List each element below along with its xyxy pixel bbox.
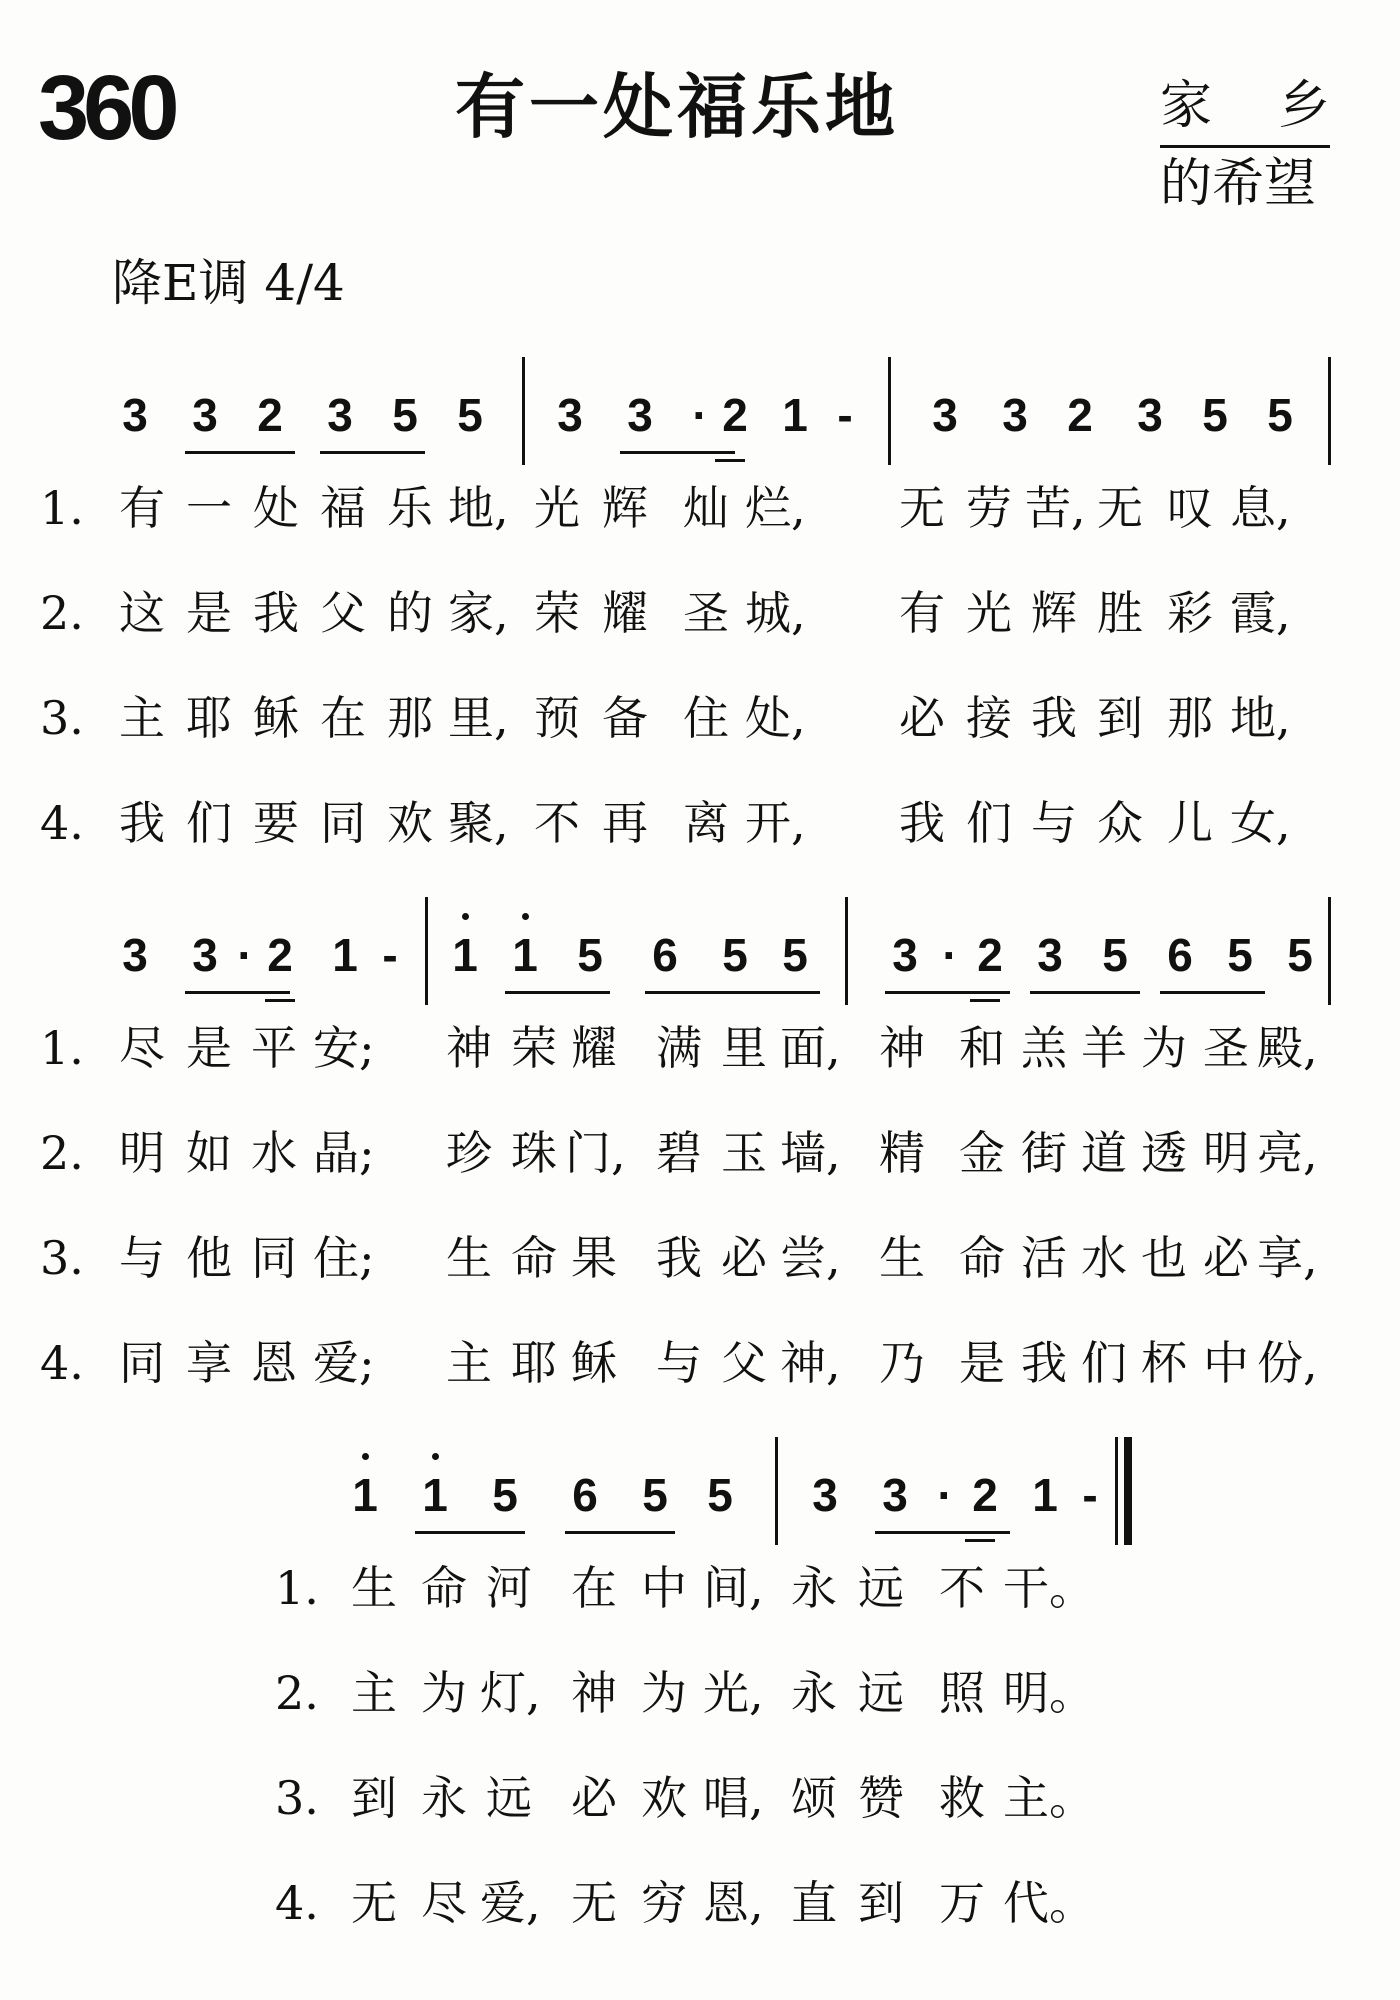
lyric-syllable: 主 (119, 691, 165, 745)
beam-underline (185, 451, 295, 454)
final-barline-thick (1124, 1437, 1132, 1545)
notation-row (0, 925, 1400, 995)
dot-note: · (942, 929, 958, 981)
note: 1 (782, 389, 808, 441)
lyric-syllable: 聚, (448, 796, 509, 850)
lyric-syllable: 女, (1230, 796, 1291, 850)
lyric-syllable: 为 (641, 1666, 687, 1720)
beam-underline (875, 1531, 1010, 1534)
lyric-syllable: 神 (446, 1021, 492, 1075)
barline (1328, 897, 1331, 1005)
lyric-syllable: 光 (966, 586, 1012, 640)
note: 3 (812, 1469, 838, 1521)
lyric-syllable: 远 (858, 1666, 904, 1720)
lyric-syllable: 无 (899, 481, 945, 535)
lyric-syllable: 地, (1230, 691, 1291, 745)
lyric-syllable: 是 (186, 586, 232, 640)
note: 1 (410, 1465, 460, 1525)
lyric-syllable: 荣 (511, 1021, 557, 1075)
verse-number: 3. (275, 1771, 319, 1825)
hymn-title: 有一处福乐地 (455, 66, 899, 148)
lyric-syllable: 同 (320, 796, 366, 850)
note: 5 (642, 1469, 668, 1521)
lyric-syllable: 与 (119, 1231, 165, 1285)
beam-underline (885, 991, 1010, 994)
lyric-syllable: 我 (656, 1231, 702, 1285)
lyric-syllable: 住; (313, 1231, 375, 1285)
lyric-syllable: 圣 (1203, 1021, 1249, 1075)
lyric-syllable: 到 (351, 1771, 397, 1825)
lyric-syllable: 里 (721, 1021, 767, 1075)
lyric-syllable: 无 (351, 1876, 397, 1930)
lyric-syllable: 颂 (791, 1771, 837, 1825)
lyric-syllable: 恩 (251, 1336, 297, 1390)
note: 5 (1202, 389, 1228, 441)
category-divider (1160, 145, 1330, 148)
lyric-syllable: 为 (421, 1666, 467, 1720)
barline (888, 357, 891, 465)
lyric-syllable: 苦, (1025, 481, 1086, 535)
lyric-syllable: 的 (387, 586, 433, 640)
note: 3 (892, 929, 918, 981)
lyric-syllable: 到 (1097, 691, 1143, 745)
category-char-1: 家 (1160, 76, 1213, 136)
lyric-syllable: 墙, (780, 1126, 841, 1180)
lyric-syllable: 耀 (602, 586, 648, 640)
note: 3 (192, 389, 218, 441)
lyric-syllable: 劳 (966, 481, 1012, 535)
lyric-syllable: 主 (446, 1336, 492, 1390)
lyric-syllable: 神, (780, 1336, 841, 1390)
lyric-syllable: 照 (939, 1666, 985, 1720)
verse-number: 4. (40, 796, 84, 850)
note: 5 (1267, 389, 1293, 441)
lyric-syllable: 有 (899, 586, 945, 640)
lyric-syllable: 尽 (421, 1876, 467, 1930)
beam-underline (185, 991, 290, 994)
lyric-syllable: 命 (511, 1231, 557, 1285)
note: 2 (257, 389, 283, 441)
octave-dot (522, 913, 529, 920)
lyric-syllable: 如 (186, 1126, 232, 1180)
double-beam-underline (970, 999, 1000, 1002)
note: 2 (972, 1469, 998, 1521)
lyric-syllable: 主 (351, 1666, 397, 1720)
lyric-syllable: 同 (251, 1231, 297, 1285)
lyric-syllable: 一 (186, 481, 232, 535)
lyric-syllable: 无 (1097, 481, 1143, 535)
verse-number: 2. (40, 586, 84, 640)
note: 5 (392, 389, 418, 441)
note: 1 (440, 925, 490, 985)
lyric-syllable: 稣 (571, 1336, 617, 1390)
lyric-syllable: 珍 (446, 1126, 492, 1180)
lyric-syllable: 杯 (1141, 1336, 1187, 1390)
note: 3 (192, 929, 218, 981)
beam-underline (1160, 991, 1265, 994)
dash-hold: - (1082, 1469, 1098, 1521)
category-subheading: 的希望 (1160, 154, 1317, 214)
note: 5 (457, 389, 483, 441)
lyric-syllable: 透 (1141, 1126, 1187, 1180)
lyric-syllable: 不 (939, 1561, 985, 1615)
lyric-syllable: 这 (119, 586, 165, 640)
dot-note: · (937, 1469, 953, 1521)
lyric-syllable: 必 (721, 1231, 767, 1285)
barline (845, 897, 848, 1005)
lyric-syllable: 和 (959, 1021, 1005, 1075)
note: 3 (882, 1469, 908, 1521)
lyric-syllable: 光, (703, 1666, 764, 1720)
note: 1 (1032, 1469, 1058, 1521)
lyric-syllable: 远 (858, 1561, 904, 1615)
lyric-syllable: 福 (320, 481, 366, 535)
lyric-syllable: 胜 (1097, 586, 1143, 640)
lyric-syllable: 们 (1081, 1336, 1127, 1390)
octave-dot (462, 913, 469, 920)
lyric-syllable: 叹 (1167, 481, 1213, 535)
beam-underline (645, 991, 820, 994)
lyric-syllable: 门, (565, 1126, 626, 1180)
lyric-syllable: 生 (879, 1231, 925, 1285)
beam-underline (565, 1531, 675, 1534)
lyric-syllable: 地, (448, 481, 509, 535)
note: 3 (122, 389, 148, 441)
barline (1328, 357, 1331, 465)
lyric-syllable: 那 (387, 691, 433, 745)
lyric-syllable: 道 (1081, 1126, 1127, 1180)
lyric-syllable: 是 (186, 1021, 232, 1075)
verse-number: 3. (40, 691, 84, 745)
lyric-syllable: 那 (1167, 691, 1213, 745)
lyric-syllable: 辉 (602, 481, 648, 535)
lyric-syllable: 必 (571, 1771, 617, 1825)
lyric-syllable: 处, (745, 691, 806, 745)
dot-note: · (237, 929, 253, 981)
lyric-syllable: 息, (1230, 481, 1291, 535)
dot-note: · (692, 389, 708, 441)
note: 5 (782, 929, 808, 981)
lyric-syllable: 享, (1257, 1231, 1318, 1285)
lyric-syllable: 羊 (1081, 1021, 1127, 1075)
note: 3 (557, 389, 583, 441)
lyric-syllable: 我 (1021, 1336, 1067, 1390)
lyric-syllable: 荣 (534, 586, 580, 640)
lyric-syllable: 尝, (780, 1231, 841, 1285)
lyric-syllable: 穷 (641, 1876, 687, 1930)
verse-number: 4. (40, 1336, 84, 1390)
dash-hold: - (837, 389, 853, 441)
note: 2 (267, 929, 293, 981)
lyric-syllable: 城, (745, 586, 806, 640)
category-heading (1160, 76, 1330, 136)
lyric-syllable: 明。 (1003, 1666, 1095, 1720)
lyric-syllable: 也 (1141, 1231, 1187, 1285)
lyric-syllable: 家, (448, 586, 509, 640)
barline (425, 897, 428, 1005)
lyric-syllable: 到 (858, 1876, 904, 1930)
lyric-syllable: 活 (1021, 1231, 1067, 1285)
double-beam-underline (265, 999, 295, 1002)
beam-underline (1030, 991, 1140, 994)
lyric-syllable: 稣 (253, 691, 299, 745)
lyric-syllable: 直 (791, 1876, 837, 1930)
lyric-syllable: 殿, (1257, 1021, 1318, 1075)
lyric-syllable: 与 (656, 1336, 702, 1390)
lyric-syllable: 水 (251, 1126, 297, 1180)
lyric-syllable: 乃 (879, 1336, 925, 1390)
final-barline-thin (1115, 1437, 1118, 1545)
lyric-syllable: 开, (745, 796, 806, 850)
lyric-syllable: 主。 (1003, 1771, 1095, 1825)
lyric-syllable: 晶; (313, 1126, 375, 1180)
note: 2 (722, 389, 748, 441)
note: 6 (1167, 929, 1193, 981)
note: 3 (327, 389, 353, 441)
lyric-syllable: 是 (959, 1336, 1005, 1390)
note: 2 (977, 929, 1003, 981)
lyric-syllable: 我 (899, 796, 945, 850)
lyric-syllable: 与 (1031, 796, 1077, 850)
lyric-syllable: 远 (486, 1771, 532, 1825)
lyric-syllable: 在 (320, 691, 366, 745)
lyric-syllable: 霞, (1230, 586, 1291, 640)
lyric-syllable: 们 (186, 796, 232, 850)
beam-underline (320, 451, 425, 454)
lyric-syllable: 街 (1021, 1126, 1067, 1180)
note: 5 (707, 1469, 733, 1521)
lyric-syllable: 中 (641, 1561, 687, 1615)
note: 3 (1002, 389, 1028, 441)
note: 3 (1037, 929, 1063, 981)
lyric-syllable: 必 (899, 691, 945, 745)
lyric-syllable: 碧 (656, 1126, 702, 1180)
lyric-syllable: 平 (251, 1021, 297, 1075)
lyric-syllable: 明 (1203, 1126, 1249, 1180)
lyric-syllable: 耀 (571, 1021, 617, 1075)
lyric-syllable: 恩, (703, 1876, 764, 1930)
lyric-syllable: 神 (571, 1666, 617, 1720)
note: 3 (932, 389, 958, 441)
lyric-syllable: 尽 (119, 1021, 165, 1075)
lyric-syllable: 生 (446, 1231, 492, 1285)
category-char-2: 乡 (1277, 76, 1330, 136)
note: 6 (652, 929, 678, 981)
lyric-syllable: 水 (1081, 1231, 1127, 1285)
lyric-syllable: 赞 (858, 1771, 904, 1825)
lyric-syllable: 永 (791, 1666, 837, 1720)
lyric-syllable: 灿 (683, 481, 729, 535)
lyric-syllable: 唱, (703, 1771, 764, 1825)
lyric-syllable: 彩 (1167, 586, 1213, 640)
lyric-syllable: 中 (1203, 1336, 1249, 1390)
note: 5 (1227, 929, 1253, 981)
lyric-syllable: 同 (119, 1336, 165, 1390)
lyric-syllable: 面, (780, 1021, 841, 1075)
lyric-syllable: 命 (421, 1561, 467, 1615)
verse-number: 1. (40, 481, 84, 535)
lyric-syllable: 住 (683, 691, 729, 745)
lyric-syllable: 有 (119, 481, 165, 535)
double-beam-underline (965, 1539, 995, 1542)
beam-underline (505, 991, 610, 994)
lyric-syllable: 在 (571, 1561, 617, 1615)
lyric-syllable: 儿 (1167, 796, 1213, 850)
lyric-syllable: 间, (703, 1561, 764, 1615)
lyric-syllable: 圣 (683, 586, 729, 640)
lyric-syllable: 河 (486, 1561, 532, 1615)
lyric-syllable: 生 (351, 1561, 397, 1615)
lyric-syllable: 再 (602, 796, 648, 850)
lyric-syllable: 玉 (721, 1126, 767, 1180)
lyric-syllable: 羔 (1021, 1021, 1067, 1075)
lyric-syllable: 欢 (641, 1771, 687, 1825)
lyric-syllable: 他 (186, 1231, 232, 1285)
lyric-syllable: 享 (186, 1336, 232, 1390)
lyric-syllable: 离 (683, 796, 729, 850)
lyric-syllable: 灯, (480, 1666, 541, 1720)
double-beam-underline (715, 459, 745, 462)
lyric-syllable: 要 (253, 796, 299, 850)
note: 5 (1102, 929, 1128, 981)
verse-number: 4. (275, 1876, 319, 1930)
lyric-syllable: 精 (879, 1126, 925, 1180)
lyric-syllable: 永 (421, 1771, 467, 1825)
octave-dot (432, 1453, 439, 1460)
note: 5 (492, 1469, 518, 1521)
lyric-syllable: 辉 (1031, 586, 1077, 640)
lyric-syllable: 接 (966, 691, 1012, 745)
lyric-syllable: 代。 (1003, 1876, 1095, 1930)
lyric-syllable: 果 (571, 1231, 617, 1285)
note: 5 (1287, 929, 1313, 981)
beam-underline (415, 1531, 525, 1534)
lyric-syllable: 我 (253, 586, 299, 640)
lyric-syllable: 我 (119, 796, 165, 850)
hymn-number: 360 (38, 57, 174, 159)
lyric-syllable: 神 (879, 1021, 925, 1075)
lyric-syllable: 众 (1097, 796, 1143, 850)
lyric-syllable: 亮, (1257, 1126, 1318, 1180)
lyric-syllable: 乐 (387, 481, 433, 535)
lyric-syllable: 珠 (511, 1126, 557, 1180)
lyric-syllable: 耶 (186, 691, 232, 745)
lyric-syllable: 耶 (511, 1336, 557, 1390)
lyric-syllable: 万 (939, 1876, 985, 1930)
lyric-syllable: 们 (966, 796, 1012, 850)
beam-underline (620, 451, 735, 454)
lyric-syllable: 无 (571, 1876, 617, 1930)
key-signature: 降E调 4/4 (112, 254, 345, 312)
lyric-syllable: 为 (1141, 1021, 1187, 1075)
verse-number: 3. (40, 1231, 84, 1285)
lyric-syllable: 里, (448, 691, 509, 745)
lyric-syllable: 烂, (745, 481, 806, 535)
lyric-syllable: 光 (534, 481, 580, 535)
barline (775, 1437, 778, 1545)
notation-row (0, 385, 1400, 455)
verse-number: 2. (275, 1666, 319, 1720)
lyric-syllable: 爱, (480, 1876, 541, 1930)
verse-number: 2. (40, 1126, 84, 1180)
lyric-syllable: 我 (1031, 691, 1077, 745)
lyric-syllable: 备 (602, 691, 648, 745)
lyric-syllable: 满 (656, 1021, 702, 1075)
lyric-syllable: 父 (320, 586, 366, 640)
lyric-syllable: 明 (119, 1126, 165, 1180)
verse-number: 1. (275, 1561, 319, 1615)
barline (522, 357, 525, 465)
note: 3 (122, 929, 148, 981)
lyric-syllable: 干。 (1003, 1561, 1095, 1615)
note: 1 (332, 929, 358, 981)
lyric-syllable: 处 (253, 481, 299, 535)
lyric-syllable: 安; (313, 1021, 375, 1075)
lyric-syllable: 救 (939, 1771, 985, 1825)
note: 3 (627, 389, 653, 441)
octave-dot (362, 1453, 369, 1460)
lyric-syllable: 永 (791, 1561, 837, 1615)
lyric-syllable: 父 (721, 1336, 767, 1390)
note: 6 (572, 1469, 598, 1521)
lyric-syllable: 预 (534, 691, 580, 745)
lyric-syllable: 不 (534, 796, 580, 850)
note: 1 (340, 1465, 390, 1525)
note: 5 (577, 929, 603, 981)
lyric-syllable: 爱; (313, 1336, 375, 1390)
note: 3 (1137, 389, 1163, 441)
dash-hold: - (382, 929, 398, 981)
lyric-syllable: 欢 (387, 796, 433, 850)
lyric-syllable: 必 (1203, 1231, 1249, 1285)
lyric-syllable: 份, (1257, 1336, 1318, 1390)
lyric-syllable: 金 (959, 1126, 1005, 1180)
verse-number: 1. (40, 1021, 84, 1075)
note: 1 (500, 925, 550, 985)
note: 5 (722, 929, 748, 981)
notation-row (0, 1465, 1400, 1535)
lyric-syllable: 命 (959, 1231, 1005, 1285)
note: 2 (1067, 389, 1093, 441)
